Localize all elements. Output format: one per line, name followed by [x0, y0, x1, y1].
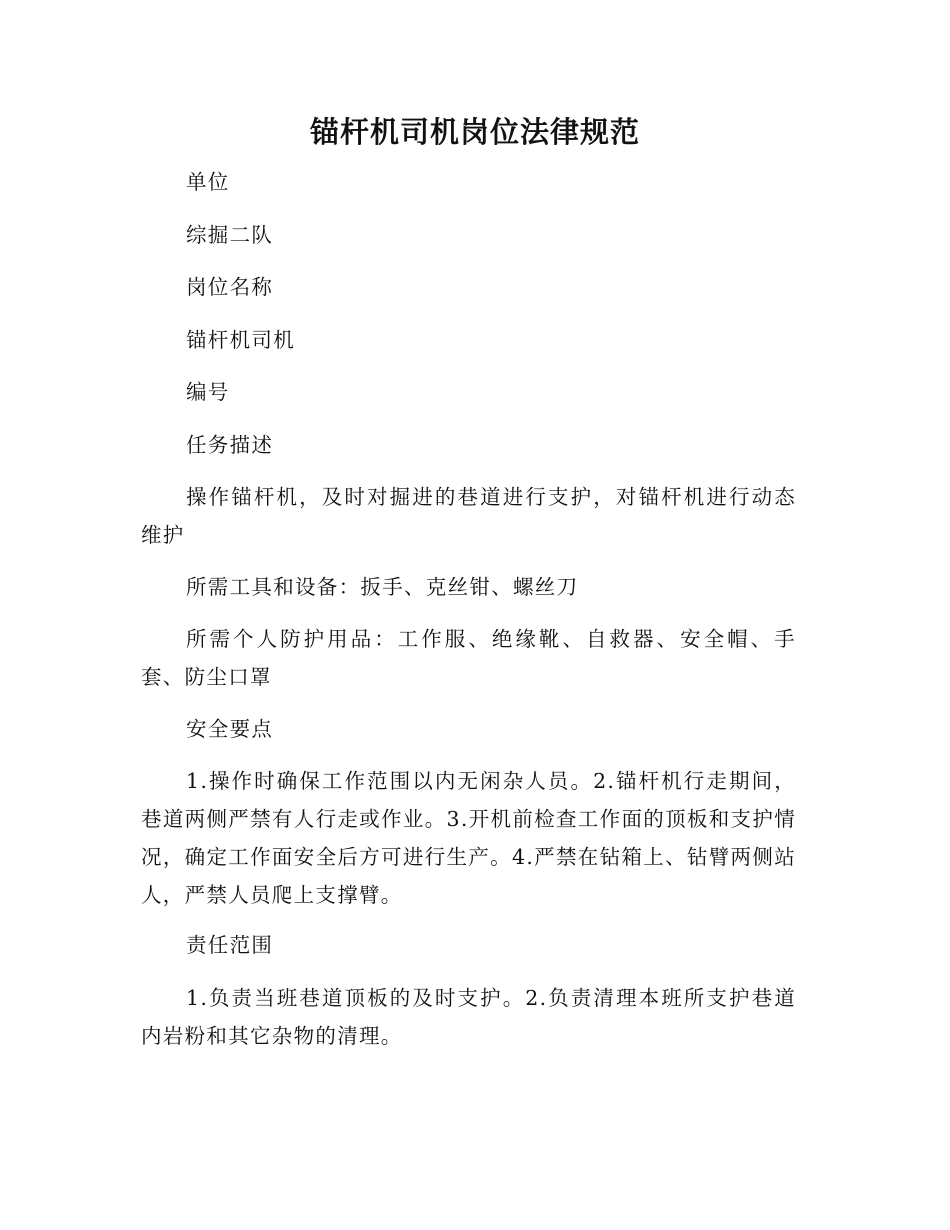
label-safety-points: 安全要点: [186, 717, 274, 741]
label-number: 编号: [186, 380, 230, 404]
document-title: 锚杆机司机岗位法律规范: [309, 115, 640, 149]
label-position-name: 岗位名称: [186, 275, 274, 299]
task-description-text: 操作锚杆机，及时对掘进的巷道进行支护，对锚杆机进行动态维护: [141, 485, 796, 547]
tools-equipment-text: 所需工具和设备：扳手、克丝钳、螺丝刀: [186, 575, 579, 599]
label-task-description: 任务描述: [186, 433, 274, 457]
value-position-name: 锚杆机司机: [186, 328, 295, 352]
label-responsibility-scope: 责任范围: [186, 933, 274, 957]
protective-equipment-text: 所需个人防护用品：工作服、绝缘靴、自救器、安全帽、手套、防尘口罩: [141, 627, 796, 689]
value-unit: 综掘二队: [186, 223, 274, 247]
safety-points-text: 1.操作时确保工作范围以内无闲杂人员。2.锚杆机行走期间，巷道两侧严禁有人行走或作业。3.开机前检查工作面的顶板和支护情况，确定工作面安全后方可进行生产。4.严禁在钻箱上、钻臂两侧站人，严禁人员爬上支撑臂。: [141, 769, 796, 907]
responsibility-scope-text: 1.负责当班巷道顶板的及时支护。2.负责清理本班所支护巷道内岩粉和其它杂物的清理。: [141, 986, 796, 1048]
label-unit: 单位: [186, 170, 230, 194]
